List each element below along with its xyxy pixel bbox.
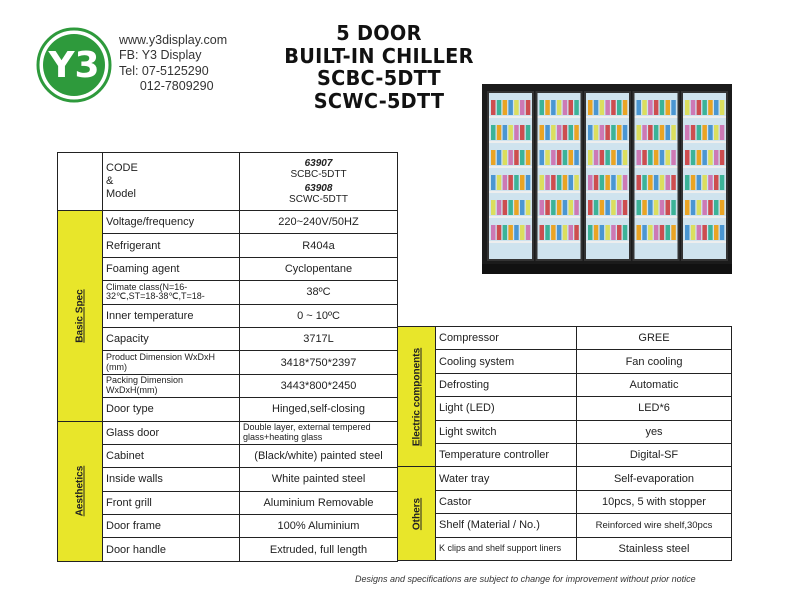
- spec-value: 0 ~ 10ºC: [240, 304, 398, 327]
- spec-table-right: [397, 326, 732, 561]
- spec-value: Reinforced wire shelf,30pcs: [577, 514, 732, 537]
- spec-value: 3418*750*2397: [240, 351, 398, 374]
- fb-text: FB: Y3 Display: [119, 48, 202, 63]
- spec-label: Front grill: [103, 491, 240, 514]
- group-label: Others: [411, 497, 422, 530]
- spec-row: [398, 420, 732, 443]
- group-aesthetics: [58, 421, 103, 561]
- y3-logo: [36, 27, 112, 103]
- spec-row: [58, 421, 398, 444]
- product-title: [265, 22, 492, 112]
- spec-row: [58, 351, 398, 374]
- spec-label: Castor: [436, 490, 577, 513]
- spec-label: Climate class(N=16-32℃,ST=18-38℃,T=18-: [103, 281, 240, 304]
- spec-label: Door handle: [103, 538, 240, 561]
- spec-row: [398, 443, 732, 466]
- spec-label: Cabinet: [103, 444, 240, 467]
- group-electric: [398, 327, 436, 467]
- title-line-2: BUILT-IN CHILLER: [284, 43, 474, 68]
- spec-label: Packing Dimension WxDxH(mm): [103, 374, 240, 397]
- spec-row: [58, 491, 398, 514]
- spec-label: Temperature controller: [436, 443, 577, 466]
- spec-row: [398, 467, 732, 490]
- spec-value: Self-evaporation: [577, 467, 732, 490]
- spec-value: (Black/white) painted steel: [240, 444, 398, 467]
- spec-row: [58, 211, 398, 234]
- spec-label: K clips and shelf support liners: [436, 537, 577, 560]
- spec-value: 3443*800*2450: [240, 374, 398, 397]
- spec-value: Stainless steel: [577, 537, 732, 560]
- spec-label: Defrosting: [436, 373, 577, 396]
- spec-label: Foaming agent: [103, 257, 240, 280]
- spec-value: yes: [577, 420, 732, 443]
- spec-row: [58, 398, 398, 421]
- spec-value: Aluminium Removable: [240, 491, 398, 514]
- spec-label: Cooling system: [436, 350, 577, 373]
- spec-label: Door type: [103, 398, 240, 421]
- spec-label: Light switch: [436, 420, 577, 443]
- spec-row: [398, 537, 732, 560]
- tel1-text: Tel: 07-5125290: [119, 63, 209, 78]
- spec-label: Shelf (Material / No.): [436, 514, 577, 537]
- spec-table-left: [57, 152, 398, 562]
- spec-row: [398, 397, 732, 420]
- spec-label: Voltage/frequency: [103, 211, 240, 234]
- spec-value: Automatic: [577, 373, 732, 396]
- code-values: 63907 SCBC-5DTT 63908 SCWC-5DTT: [240, 153, 398, 211]
- group-label: Aesthetics: [74, 465, 86, 517]
- spec-row: [58, 468, 398, 491]
- group-label: Basic Spec: [74, 289, 86, 343]
- spec-value: Fan cooling: [577, 350, 732, 373]
- spec-label: Glass door: [103, 421, 240, 444]
- spec-row: [58, 515, 398, 538]
- spec-row: [58, 234, 398, 257]
- spec-row: [398, 327, 732, 350]
- website-text: www.y3display.com: [119, 33, 228, 47]
- spec-row: [398, 373, 732, 396]
- spec-label: Water tray: [436, 467, 577, 490]
- spec-label: Refrigerant: [103, 234, 240, 257]
- spec-row: [398, 514, 732, 537]
- spec-label: Product Dimension WxDxH (mm): [103, 351, 240, 374]
- spec-value: Extruded, full length: [240, 538, 398, 561]
- spec-label: Inside walls: [103, 468, 240, 491]
- spec-row: [58, 538, 398, 561]
- group-label: Electric components: [411, 347, 422, 446]
- title-line-3: SCBC-5DTT: [317, 66, 441, 90]
- spec-value: Double layer, external tempered glass+heating glass: [240, 421, 398, 444]
- footer-note: Designs and specifications are subject to change for improvement without prior notice: [355, 574, 696, 584]
- spec-value: 3717L: [240, 327, 398, 350]
- spec-label: Door frame: [103, 515, 240, 538]
- code-label: CODE & Model: [103, 153, 240, 211]
- spec-label: Compressor: [436, 327, 577, 350]
- spec-label: Inner temperature: [103, 304, 240, 327]
- spec-row: [58, 281, 398, 304]
- spec-value: 10pcs, 5 with stopper: [577, 490, 732, 513]
- spec-label: Light (LED): [436, 397, 577, 420]
- spec-row: [58, 374, 398, 397]
- spec-value: Digital-SF: [577, 443, 732, 466]
- spec-value: 220~240V/50HZ: [240, 211, 398, 234]
- spec-value: LED*6: [577, 397, 732, 420]
- spec-row: [58, 257, 398, 280]
- spec-value: GREE: [577, 327, 732, 350]
- spec-label: Capacity: [103, 327, 240, 350]
- spec-value: Hinged,self-closing: [240, 398, 398, 421]
- group-others: [398, 467, 436, 561]
- spec-row: [58, 304, 398, 327]
- title-line-4: SCWC-5DTT: [313, 88, 445, 113]
- spec-value: White painted steel: [240, 468, 398, 491]
- tel2-text: 012-7809290: [119, 78, 214, 93]
- spec-value: R404a: [240, 234, 398, 257]
- spec-row: [58, 327, 398, 350]
- contact-block: [119, 33, 227, 94]
- spec-value: 38ºC: [240, 281, 398, 304]
- spec-row: [398, 350, 732, 373]
- title-line-1: 5 DOOR: [336, 21, 422, 45]
- group-basic-spec: [58, 211, 103, 422]
- spec-row: [58, 444, 398, 467]
- chiller-image: [480, 78, 736, 278]
- spec-value: 100% Aluminium: [240, 515, 398, 538]
- logo-text: Y3: [48, 45, 100, 86]
- spec-value: Cyclopentane: [240, 257, 398, 280]
- spec-row: [398, 490, 732, 513]
